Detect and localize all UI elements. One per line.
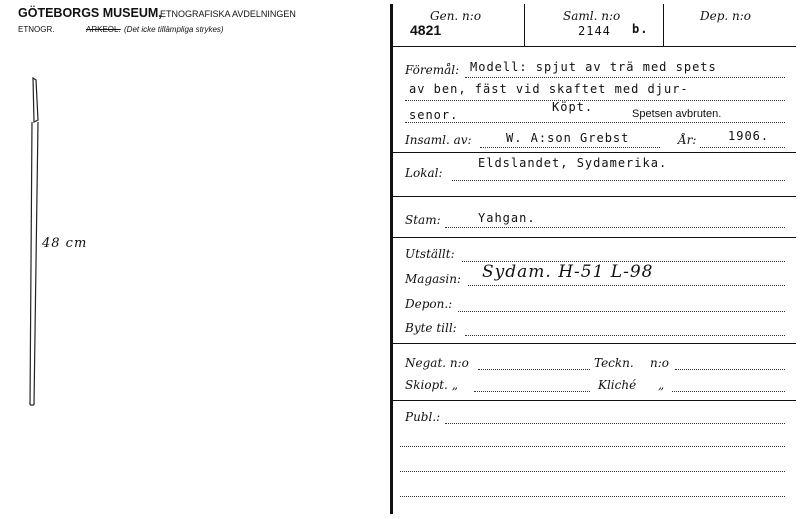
stam-label: Stam: (405, 213, 441, 227)
foremal-text-3a: senor. (409, 108, 459, 122)
foremal-text-3b: Köpt. (552, 100, 594, 114)
rule-2 (392, 196, 796, 197)
ar-value: 1906. (728, 129, 770, 143)
saml-label: Saml. n:o (563, 9, 621, 23)
depon-label: Depon.: (405, 297, 453, 311)
magasin-dots (468, 285, 785, 286)
insaml-dots (480, 147, 660, 148)
strike-note: (Det icke tillämpliga strykes) (124, 25, 224, 34)
magasin-label: Magasin: (405, 272, 462, 286)
stam-dots (445, 227, 785, 228)
teckn-label: Teckn. (594, 356, 634, 370)
rule-5 (392, 400, 796, 401)
utstallt-label: Utställt: (405, 247, 455, 261)
lokal-dots (452, 180, 785, 181)
header-divider-1 (524, 4, 525, 46)
teckn-no: n:o (650, 356, 669, 370)
magasin-value: Sydam. H-51 L-98 (482, 262, 654, 282)
lokal-value: Eldslandet, Sydamerika. (478, 156, 668, 170)
card-left-border (390, 4, 393, 514)
negat-dots (478, 369, 590, 370)
saml-value: 2144 (578, 24, 611, 38)
skiopt-dots (474, 391, 590, 392)
insaml-value: W. A:son Grebst (506, 131, 630, 145)
dep-label: Dep. n:o (700, 9, 752, 23)
negat-label: Negat. n:o (405, 356, 469, 370)
rule-4 (392, 343, 796, 344)
publ-dots-3 (400, 471, 785, 472)
measurement-note: 48 cm (42, 236, 88, 251)
foremal-text-2: av ben, fäst vid skaftet med djur- (409, 82, 689, 96)
kliche-label: Kliché (598, 378, 637, 392)
foremal-text-3c: Spetsen avbruten. (632, 108, 722, 120)
lokal-label: Lokal: (405, 166, 443, 180)
arkeol-label: ARKEOL. (86, 25, 121, 34)
teckn-dots (675, 369, 785, 370)
spear-drawing (30, 78, 38, 405)
depon-dots (458, 311, 785, 312)
header-divider-2 (663, 4, 664, 46)
ar-dots (700, 147, 785, 148)
foremal-label: Föremål: (405, 63, 460, 77)
foremal-line-2-dots (405, 100, 785, 101)
ar-label: År: (678, 133, 697, 147)
foremal-text-1: Modell: spjut av trä med spets (470, 60, 717, 74)
kliche-dots (672, 391, 785, 392)
etnogr-label: ETNOGR. (18, 25, 55, 34)
rule-3 (392, 237, 796, 238)
gen-value: 4821 (410, 22, 442, 38)
rule-1 (392, 152, 796, 153)
kliche-mark: „ (658, 378, 665, 392)
publ-dots-2 (400, 446, 785, 447)
header-rule (392, 46, 796, 47)
skiopt-label: Skiopt. „ (405, 378, 458, 392)
spear-sketch (0, 0, 390, 519)
gen-label: Gen. n:o (430, 9, 482, 23)
publ-dots-4 (400, 496, 785, 497)
publ-dots-1 (445, 423, 785, 424)
department-name: ETNOGRAFISKA AVDELNINGEN (160, 9, 296, 19)
insaml-label: Insaml. av: (405, 133, 472, 147)
stam-value: Yahgan. (478, 211, 536, 225)
byte-label: Byte till: (405, 321, 457, 335)
saml-suffix: b. (632, 22, 649, 36)
publ-label: Publ.: (405, 410, 441, 424)
museum-name: GÖTEBORGS MUSEUM, (18, 6, 162, 20)
foremal-line-3-dots (405, 122, 785, 123)
byte-dots (465, 335, 785, 336)
foremal-line-1-dots (465, 77, 785, 78)
